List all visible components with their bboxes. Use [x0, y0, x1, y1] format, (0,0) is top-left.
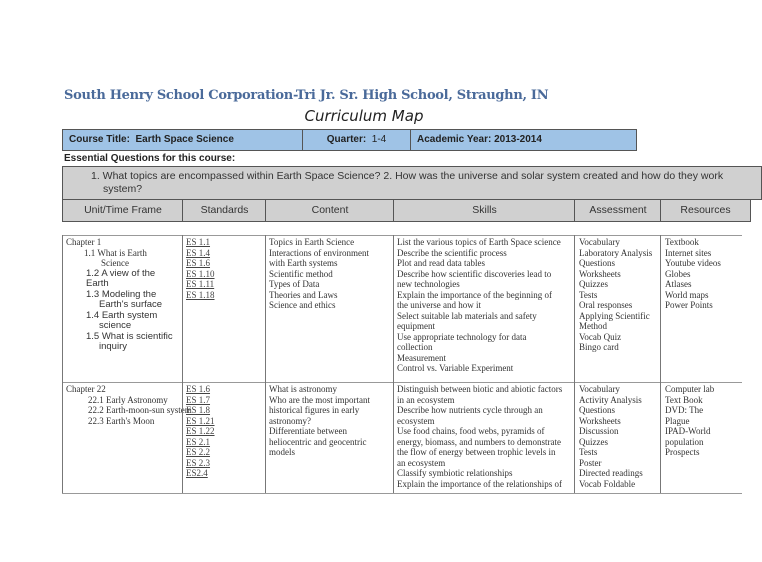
- table-cell-standards: [182, 382, 266, 493]
- content-item: with Earth systems: [269, 258, 338, 268]
- column-header-unit-time-frame: Unit/Time Frame: [62, 199, 184, 222]
- standard-link[interactable]: ES 1.18: [186, 289, 215, 300]
- standard-link[interactable]: ES 1.8: [186, 405, 211, 415]
- content-item: Interactions of environment: [269, 247, 369, 258]
- standard-link[interactable]: ES 1.6: [186, 384, 211, 394]
- table-cell-units: [62, 235, 183, 382]
- content-item: Types of Data: [269, 279, 320, 289]
- unit-item: 1.5 What is scientific: [86, 330, 173, 342]
- skills-item: the flow of energy between trophic levels in: [397, 447, 556, 457]
- skills-item: Use food chains, food webs, pyramids of: [397, 426, 545, 436]
- assessment-item: Vocab Foldable: [579, 478, 636, 489]
- skills-item: Measurement: [397, 352, 446, 363]
- assessment-item: Questions: [579, 258, 615, 268]
- standard-link[interactable]: ES 2.2: [186, 447, 211, 457]
- content-item: Theories and Laws: [269, 289, 338, 300]
- quarter-label: Quarter:: [326, 134, 367, 145]
- content-item: astronomy?: [269, 415, 311, 426]
- column-header-assessment: Assessment: [574, 199, 662, 222]
- skills-item: Describe how scientific discoveries lead to: [397, 268, 552, 279]
- table-cell-content: [265, 235, 394, 382]
- table-cell-assessment: [574, 382, 661, 493]
- row-divider: [62, 493, 742, 494]
- assessment-item: Vocab Quiz: [579, 331, 622, 342]
- skills-item: energy, biomass, and numbers to demonstrate: [397, 436, 561, 447]
- assessment-item: Worksheets: [579, 268, 621, 279]
- content-item: Differentiate between: [269, 426, 348, 436]
- quarter-cell: [302, 129, 411, 151]
- academic-year-label: Academic Year:: [417, 134, 492, 145]
- assessment-item: Laboratory Analysis: [579, 247, 653, 258]
- skills-item: Describe the scientific process: [397, 247, 507, 258]
- assessment-item: Quizzes: [579, 436, 608, 447]
- assessment-item: Tests: [579, 289, 598, 300]
- chapter-title: Chapter 1: [66, 237, 102, 247]
- unit-item: 22.3 Earth's Moon: [88, 415, 155, 426]
- skills-item: collection: [397, 342, 433, 352]
- assessment-item: Quizzes: [579, 279, 608, 289]
- assessment-item: Oral responses: [579, 300, 633, 310]
- assessment-item: Questions: [579, 405, 615, 415]
- assessment-item: Directed readings: [579, 468, 643, 478]
- assessment-item: Discussion: [579, 426, 619, 436]
- standard-link[interactable]: ES 1.21: [186, 415, 215, 426]
- content-item: Topics in Earth Science: [269, 237, 355, 247]
- resources-item: Internet sites: [665, 247, 712, 258]
- content-item: Science and ethics: [269, 300, 336, 310]
- standard-link[interactable]: ES 1.1: [186, 237, 211, 247]
- skills-item: Plot and read data tables: [397, 258, 485, 268]
- chapter-title: Chapter 22: [66, 384, 106, 394]
- resources-item: Atlases: [665, 279, 692, 289]
- standard-link[interactable]: ES 1.7: [186, 394, 211, 405]
- course-title-label: Course Title:: [69, 134, 130, 145]
- skills-item: new technologies: [397, 279, 460, 289]
- resources-item: Plague: [665, 415, 690, 426]
- resources-item: Text Book: [665, 394, 703, 405]
- unit-item: inquiry: [99, 341, 127, 352]
- standard-link[interactable]: ES 2.3: [186, 457, 211, 468]
- standard-link[interactable]: ES 2.1: [186, 436, 211, 447]
- skills-item: Select suitable lab materials and safety: [397, 310, 537, 321]
- standard-link[interactable]: ES 1.22: [186, 426, 215, 436]
- table-cell-units: [62, 382, 192, 493]
- table-cell-standards: [182, 235, 266, 382]
- content-item: heliocentric and geocentric: [269, 436, 367, 447]
- skills-item: Distinguish between biotic and abiotic factors: [397, 384, 563, 394]
- resources-item: Youtube videos: [665, 258, 721, 268]
- column-header-content: Content: [265, 199, 395, 222]
- unit-item: Earth's surface: [99, 299, 163, 310]
- column-header-standards: Standards: [182, 199, 267, 222]
- assessment-item: Poster: [579, 457, 602, 468]
- skills-item: in an ecosystem: [397, 394, 455, 405]
- document-title: Curriculum Map: [304, 107, 424, 125]
- assessment-item: Bingo card: [579, 342, 619, 352]
- table-cell-skills: [393, 235, 575, 382]
- table-cell-content: [265, 382, 394, 493]
- assessment-item: Activity Analysis: [579, 394, 642, 405]
- skills-item: an ecosystem: [397, 457, 446, 468]
- content-item: Scientific method: [269, 268, 333, 279]
- resources-item: World maps: [665, 289, 709, 300]
- skills-item: Explain the importance of the relationships of: [397, 478, 562, 489]
- unit-item: 1.4 Earth system: [86, 309, 158, 321]
- unit-item: 22.2 Earth-moon-sun system: [88, 405, 192, 415]
- skills-item: equipment: [397, 321, 435, 331]
- resources-item: Prospects: [665, 447, 700, 457]
- unit-item: 1.3 Modeling the: [86, 288, 157, 300]
- quarter-value: 1-4: [371, 134, 387, 145]
- unit-item: 22.1 Early Astronomy: [88, 394, 168, 405]
- resources-item: Globes: [665, 268, 691, 279]
- essential-questions-label: Essential Questions for this course:: [64, 153, 236, 164]
- table-cell-skills: [393, 382, 575, 493]
- skills-item: Classify symbiotic relationships: [397, 468, 513, 478]
- content-item: Who are the most important: [269, 394, 370, 405]
- unit-item: science: [99, 320, 132, 331]
- resources-item: population: [665, 436, 704, 447]
- standard-link[interactable]: ES 1.11: [186, 279, 215, 289]
- standard-link[interactable]: ES2.4: [186, 468, 208, 478]
- table-cell-resources: [660, 382, 750, 493]
- standard-link[interactable]: ES 1.10: [186, 268, 215, 279]
- assessment-item: Worksheets: [579, 415, 621, 426]
- course-title-value: Earth Space Science: [135, 134, 234, 145]
- standard-link[interactable]: ES 1.6: [186, 258, 211, 268]
- skills-item: List the various topics of Earth Space science: [397, 237, 561, 247]
- skills-item: Describe how nutrients cycle through an: [397, 405, 543, 415]
- unit-item: 1.1 What is Earth: [84, 247, 147, 258]
- assessment-item: Vocabulary: [579, 384, 620, 394]
- assessment-item: Vocabulary: [579, 237, 620, 247]
- content-item: What is astronomy: [269, 384, 337, 394]
- assessment-item: Applying Scientific: [579, 310, 650, 321]
- unit-item: Science: [101, 258, 129, 268]
- resources-item: Power Points: [665, 300, 713, 310]
- academic-year-cell: [410, 129, 637, 151]
- skills-item: Explain the importance of the beginning of: [397, 289, 552, 300]
- skills-item: ecosystem: [397, 415, 435, 426]
- unit-item: 1.2 A view of the Earth: [86, 267, 156, 289]
- table-cell-resources: [660, 235, 750, 382]
- resources-item: DVD: The: [665, 405, 704, 415]
- resources-item: IPAD-World: [665, 426, 711, 436]
- course-title-cell: [62, 129, 303, 151]
- content-item: models: [269, 447, 295, 457]
- column-header-skills: Skills: [393, 199, 576, 222]
- essential-questions: 1. What topics are encompassed within Earth Space Science? 2. How was the universe and solar system created and how do they work system?: [62, 166, 762, 200]
- resources-item: Computer lab: [665, 384, 715, 394]
- academic-year-value: 2013-2014: [494, 134, 542, 145]
- resources-item: Textbook: [665, 237, 699, 247]
- assessment-item: Method: [579, 321, 607, 331]
- column-header-resources: Resources: [660, 199, 751, 222]
- skills-item: Use appropriate technology for data: [397, 331, 527, 342]
- standard-link[interactable]: ES 1.4: [186, 247, 211, 258]
- skills-item: Control vs. Variable Experiment: [397, 363, 514, 373]
- assessment-item: Tests: [579, 447, 598, 457]
- skills-item: the universe and how it: [397, 300, 481, 310]
- table-cell-assessment: [574, 235, 661, 382]
- school-name: South Henry School Corporation-Tri Jr. Sr. High School, Straughn, IN: [64, 88, 549, 103]
- content-item: historical figures in early: [269, 405, 360, 415]
